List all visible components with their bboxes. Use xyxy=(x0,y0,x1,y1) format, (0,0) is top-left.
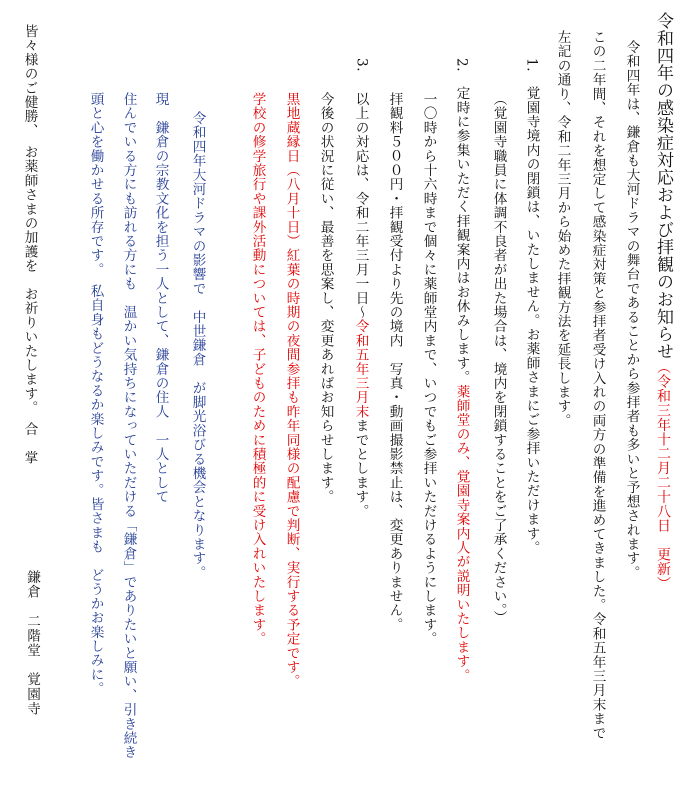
list-item-2 xyxy=(454,58,468,683)
title-main: 令和四年の感染症対応および拝観のお知らせ xyxy=(653,12,673,360)
intro-line-3: 左記の通り、令和二年三月から始めた拝観方法を延長します。 xyxy=(554,30,571,428)
message-line-1: 令和四年大河ドラマの影響で 中世鎌倉 が脚光浴びる機会となります。 xyxy=(189,111,206,580)
item-3-label: 3. xyxy=(353,58,370,73)
list-item-1 xyxy=(524,58,538,555)
item-2-label: 2. xyxy=(453,58,470,73)
item-1-note: （覚園寺職員に体調不良者が出た場合は、境内を閉鎖することをご了承ください。） xyxy=(490,92,507,625)
signature: 鎌倉 二階堂 覚園寺 xyxy=(24,570,40,716)
item-2-hours: 一〇時から十六時まで個々に薬師堂内まで、いつでもご参拝いただけるようにします。 xyxy=(420,92,437,646)
item-1-label: 1. xyxy=(523,58,540,73)
item-2-text: 定時に参集いただく拝観案内はお休みします。 xyxy=(453,86,470,385)
item-1-text: 覚園寺境内の閉鎖は、いたしません。お薬師さまにご参拝いただけます。 xyxy=(523,86,540,555)
page-title xyxy=(654,12,671,590)
update-date: （令和三年十二月二十八日 更新） xyxy=(655,360,671,591)
item-2-highlight: 薬師堂のみ、覚園寺案内人が説明いたします。 xyxy=(453,384,470,683)
message-line-4: 頭と心を働かせる所存です。 私自身もどうなるか楽しみです。皆さまも どうかお楽しみに。 xyxy=(87,92,104,696)
item-2-period: 以上の対応は、令和二年三月一日～令和五年三月末までとします。 xyxy=(352,92,369,519)
item-3-text: 今後の状況に従い、最善を思案し、変更あればお知らせします。 xyxy=(317,92,334,504)
closing-prayer: 皆々様のご健勝、 お薬師さまの加護を お祈りいたします。 合 掌 xyxy=(21,24,38,465)
item-2-fee: 拝観料５００円・拝観受付より先の境内 写真・動画撮影禁止は、変更ありません。 xyxy=(386,92,403,632)
intro-line-1: 令和四年は、鎌倉も大河ドラマの舞台であることから参拝者も多いと予想されます。 xyxy=(623,40,640,580)
school-notice: 学校の修学旅行や課外活動については、子どものために積極的に受け入れいたします。 xyxy=(249,92,266,646)
end-date: 令和五年三月末 xyxy=(352,319,369,419)
event-notice: 黒地蔵縁日（八月十日）紅葉の時期の夜間参拝も昨年同様の配慮で判断、実行する予定です。 xyxy=(283,92,300,689)
intro-line-2: この二年間、それを想定して感染症対策と参拝者受け入れの両方の準備を進めてきました。令和五年三月末まで xyxy=(589,30,606,740)
message-line-2: 現 鎌倉の宗教文化を担う一人として、鎌倉の住人 一人として xyxy=(152,92,169,504)
message-line-3: 住んでいる方にも訪れる方にも 温かい気持ちになっていただける「鎌倉」でありたいと願い、引き続き xyxy=(120,92,137,760)
